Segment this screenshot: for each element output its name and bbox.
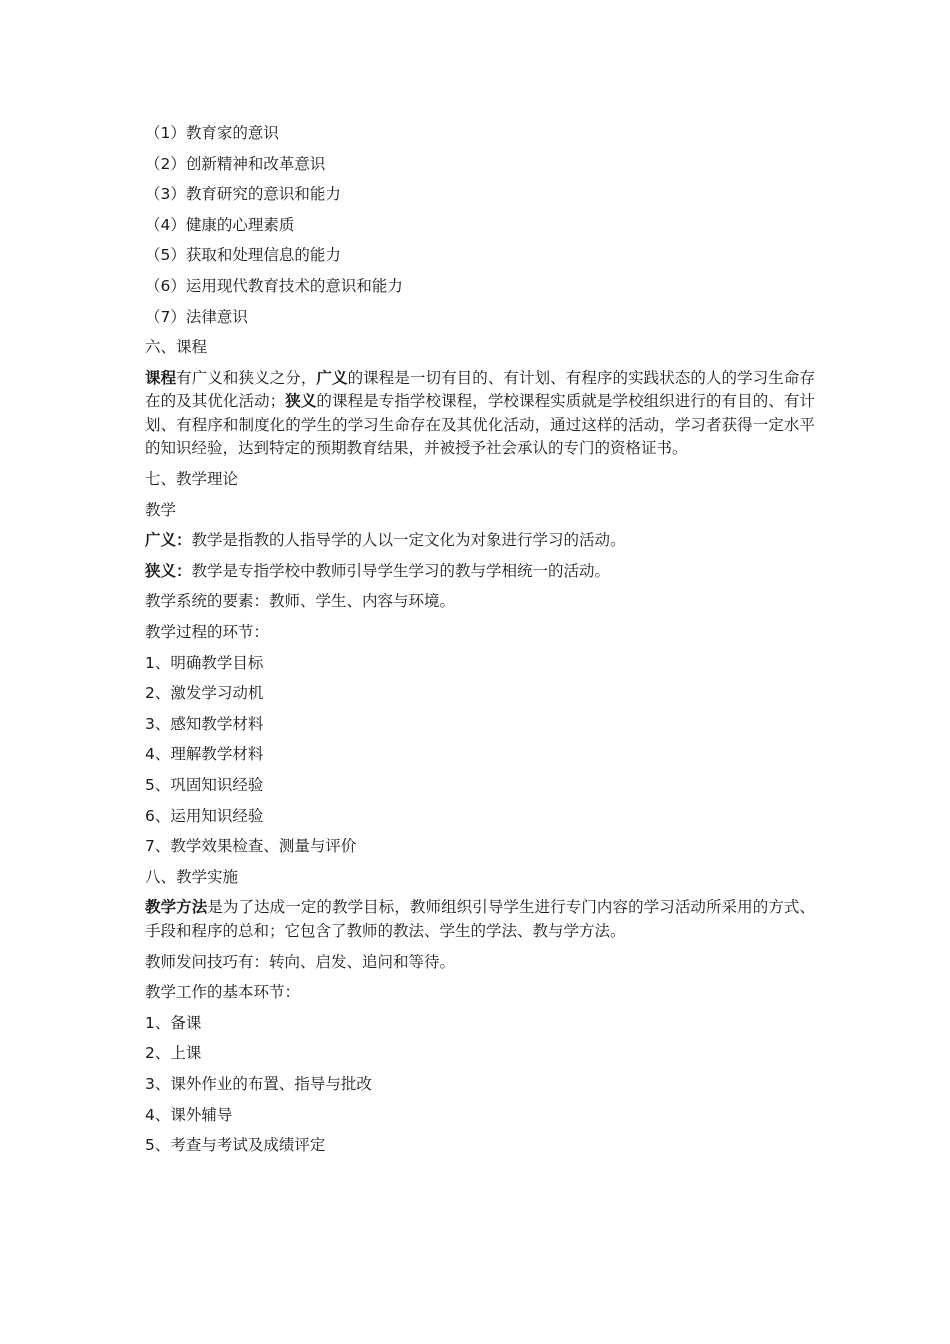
term-broad: 广义： — [145, 531, 192, 550]
list-item: 3、感知教学材料 — [145, 714, 264, 733]
list-item: 6、运用知识经验 — [145, 806, 264, 825]
method-definition — [145, 896, 815, 943]
system-elements: 教学系统的要素：教师、学生、内容与环境。 — [145, 592, 456, 611]
list-item: 5、考查与考试及成绩评定 — [145, 1136, 326, 1155]
definition-text: 是为了达成一定的教学目标，教师组织引导学生进行专门内容的学习活动所采用的方式、手段和程序的总和；它包含了教师的教法、学生的学法、教与学方法。 — [145, 898, 815, 940]
definition-text: 教学是专指学校中教师引导学生学习的教与学相统一的活动。 — [191, 561, 611, 580]
broad-definition — [145, 529, 815, 552]
list-item: 4、课外辅导 — [145, 1105, 233, 1124]
subheading-teaching: 教学 — [145, 500, 177, 519]
list-item: 2、上课 — [145, 1044, 202, 1063]
section-heading-teaching-theory: 七、教学理论 — [145, 469, 239, 488]
list-item: （6）运用现代教育技术的意识和能力 — [145, 276, 403, 295]
section-heading-teaching-implementation: 八、教学实施 — [145, 867, 239, 886]
list-item: （4）健康的心理素质 — [145, 215, 295, 234]
list-item: （1）教育家的意识 — [145, 124, 279, 142]
list-item: 1、备课 — [145, 1013, 202, 1032]
document-page — [145, 122, 815, 1165]
term-curriculum: 课程 — [145, 368, 177, 387]
term-narrow: 狭义 — [285, 392, 317, 411]
list-item: （2）创新精神和改革意识 — [145, 154, 326, 173]
definition-text: 的课程是一切有目的、有计划、有程序的实践状态的人的学习生命存在的及其优化活动； — [145, 368, 815, 411]
list-item: （3）教育研究的意识和能力 — [145, 185, 341, 204]
list-item: 2、激发学习动机 — [145, 684, 264, 703]
definition-text: 的课程是专指学校课程，学校课程实质就是学校组织进行的有目的、有计划、有程序和制度化的学生的学习生命存在及其优化活动，通过这样的活动，学习者获得一定水平的知识经验，达到特定的预期教育结果，并被授予社会承认的专门的资格证书。 — [145, 392, 815, 457]
curriculum-definition — [145, 367, 815, 461]
definition-text: 有广义和狭义之分， — [176, 368, 317, 387]
list-item: 7、教学效果检查、测量与评价 — [145, 837, 357, 856]
list-item: （5）获取和处理信息的能力 — [145, 246, 341, 265]
list-item: （7）法律意识 — [145, 307, 248, 326]
term-broad: 广义 — [316, 368, 348, 387]
list-item: 3、课外作业的布置、指导与批改 — [145, 1075, 372, 1094]
list-item: 4、理解教学材料 — [145, 745, 264, 764]
term-teaching-method: 教学方法 — [145, 898, 208, 917]
narrow-definition — [145, 560, 815, 583]
list-item: 5、巩固知识经验 — [145, 775, 264, 794]
work-heading: 教学工作的基本环节： — [145, 983, 301, 1002]
list-item: 1、明确教学目标 — [145, 653, 264, 672]
section-heading-curriculum: 六、课程 — [145, 338, 208, 357]
process-heading: 教学过程的环节： — [145, 622, 270, 641]
definition-text: 教学是指教的人指导学的人以一定文化为对象进行学习的活动。 — [191, 531, 626, 550]
questioning-skills: 教师发问技巧有：转向、启发、追问和等待。 — [145, 952, 456, 971]
term-narrow: 狭义： — [145, 561, 192, 580]
